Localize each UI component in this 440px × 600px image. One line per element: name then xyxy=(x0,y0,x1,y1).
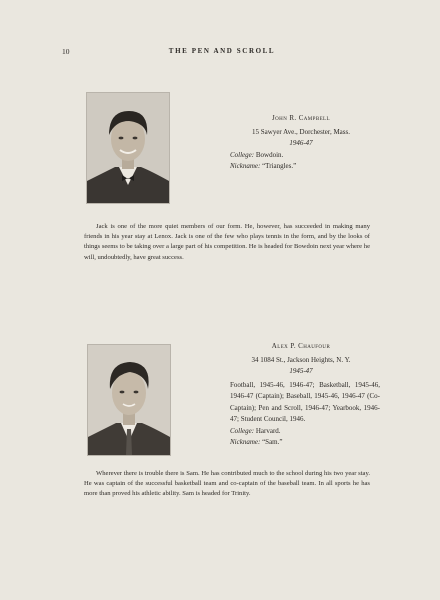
college-value: Bowdoin. xyxy=(255,150,284,159)
bio-text: Wherever there is trouble there is Sam. He has contributed much to the school during his two year stay. He was captain of the successful basketball team and co-captain of the baseball team. In all sports he has more than proved his athletic ability. Sam is headed for Trinity. xyxy=(84,470,370,498)
college-label: College: xyxy=(230,426,255,435)
nickname-value: “Triangles.” xyxy=(262,162,297,170)
college-label: College: xyxy=(230,150,255,159)
student-name: John R. Campbell xyxy=(272,114,330,122)
bio-paragraph-campbell xyxy=(84,222,370,263)
portrait-photo-chaufour xyxy=(87,344,171,456)
running-title: THE PEN AND SCROLL xyxy=(168,47,276,55)
student-years: 1946-47 xyxy=(289,139,313,147)
nickname-label: Nickname: xyxy=(230,438,261,446)
college-line xyxy=(230,150,380,162)
student-name: Alex P. Chaufour xyxy=(271,342,331,350)
nickname-line xyxy=(230,437,380,449)
entry-info-chaufour xyxy=(222,341,380,449)
bio-paragraph-chaufour xyxy=(84,469,370,500)
nickname-value: “Sam.” xyxy=(262,438,283,446)
college-value: Harvard. xyxy=(255,426,281,435)
page-number: 10 xyxy=(62,47,70,56)
nickname-line xyxy=(230,161,380,173)
student-address: 15 Sawyer Ave., Dorchester, Mass. xyxy=(252,127,350,136)
nickname-label: Nickname: xyxy=(230,162,261,170)
portrait-photo-campbell xyxy=(86,92,170,204)
student-years: 1945-47 xyxy=(289,367,313,375)
entry-info-campbell xyxy=(222,113,380,173)
student-activities: Football, 1945-46, 1946-47; Basketball, 1945-46, 1946-47 (Captain); Baseball, 1945-46, 1946-47 (Co-Captain); Pen and Scroll, 1946-47; Yearbook, 1946-47; Student Council, 1946. xyxy=(230,380,380,423)
bio-text: Jack is one of the more quiet members of our form. He, however, has succeeded in making many friends in his year stay at Lenox. Jack is one of the few who plays tennis in the form, and by the looks of things seems to be taking over a large part of his competition. He is headed for Bowdoin next year where he will, undoubtedly, have great success. xyxy=(84,223,370,261)
student-address: 34 1084 St., Jackson Heights, N. Y. xyxy=(251,355,351,364)
college-line xyxy=(230,426,380,438)
